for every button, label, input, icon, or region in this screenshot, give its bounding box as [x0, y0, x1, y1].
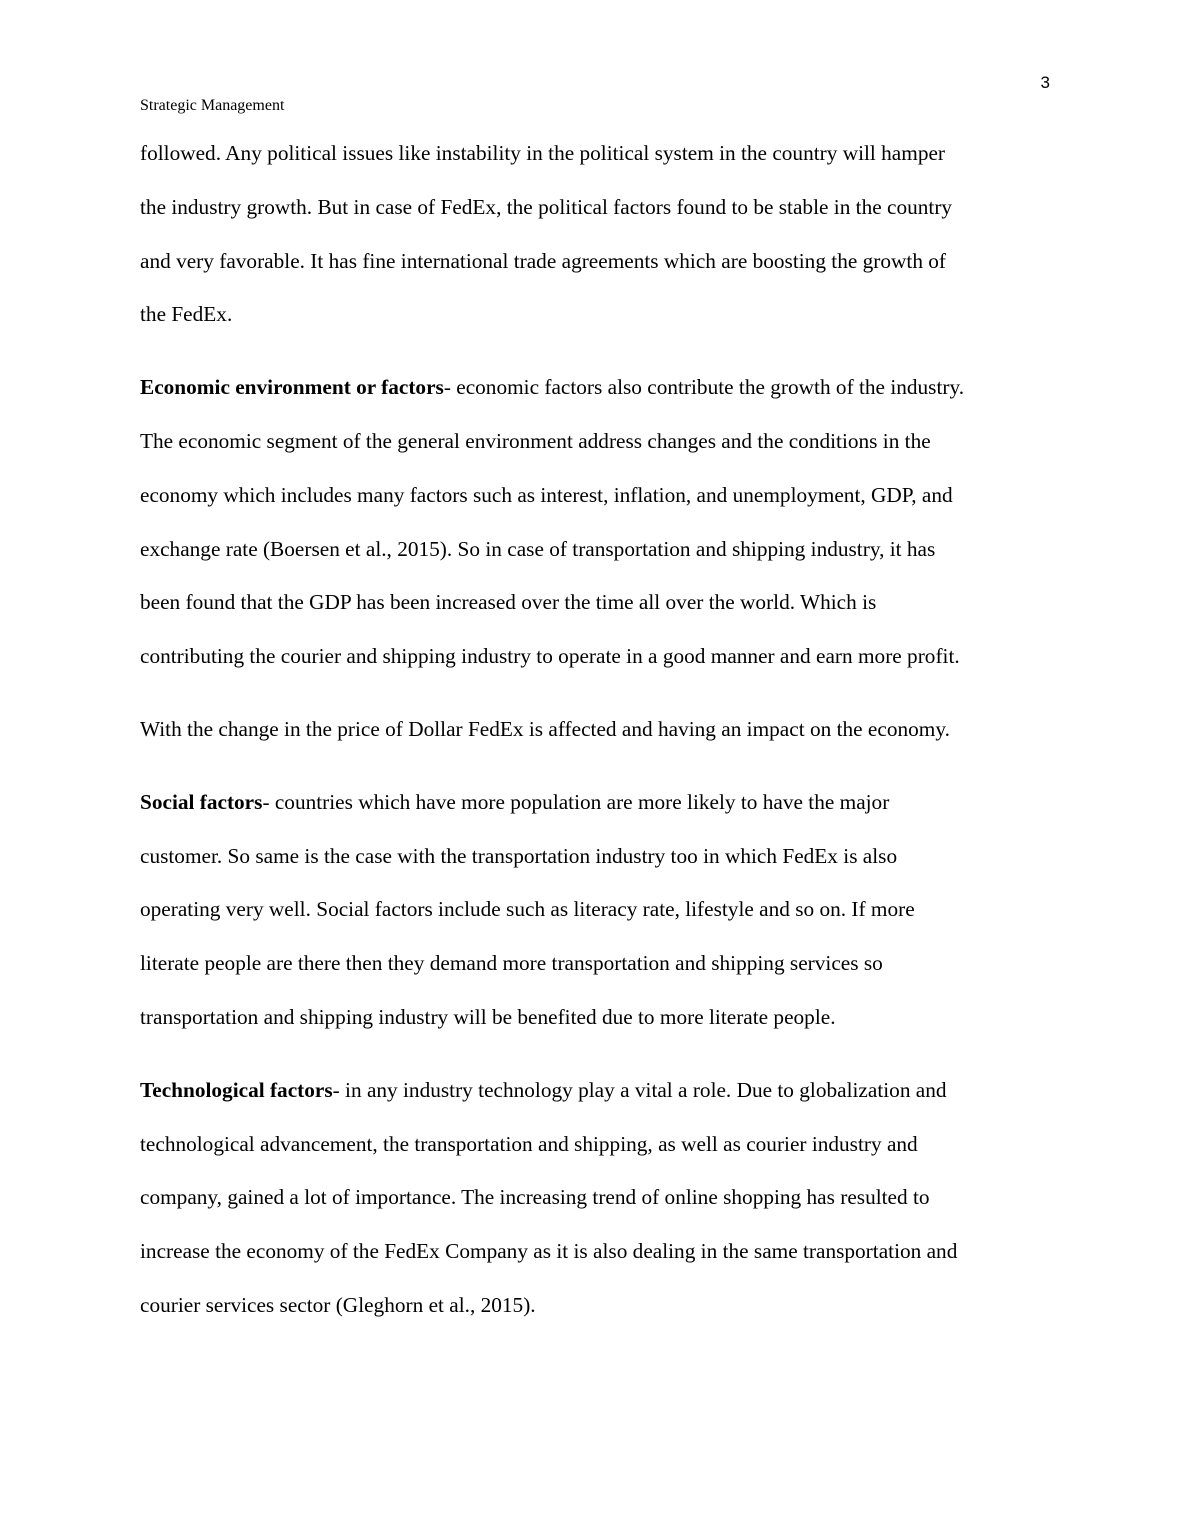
running-head: Strategic Management	[140, 97, 285, 114]
text-line	[140, 361, 1055, 415]
paragraph-social-factors	[140, 776, 1055, 1045]
text-line: contributing the courier and shipping industry to operate in a good manner and earn more profit.	[140, 644, 960, 669]
text-line: technological advancement, the transportation and shipping, as well as courier industry and	[140, 1131, 918, 1156]
section-heading-social: Social factors	[140, 789, 263, 814]
text-line: courier services sector (Gleghorn et al., 2015).	[140, 1292, 536, 1317]
paragraph-technological-factors	[140, 1064, 1055, 1333]
paragraph-dollar-price	[140, 703, 1055, 757]
text-run: - economic factors also contribute the growth of the industry.	[443, 375, 965, 400]
document-body	[140, 127, 1055, 1352]
text-line: economy which includes many factors such as interest, inflation, and unemployment, GDP, and	[140, 482, 953, 507]
text-line	[140, 776, 1055, 830]
text-line: operating very well. Social factors include such as literacy rate, lifestyle and so on. If more	[140, 897, 915, 922]
text-line: the industry growth. But in case of FedEx, the political factors found to be stable in the country	[140, 194, 953, 219]
text-line: increase the economy of the FedEx Company as it is also dealing in the same transportation and	[140, 1239, 958, 1264]
text-line: been found that the GDP has been increased over the time all over the world. Which is	[140, 590, 877, 615]
text-run: - in any industry technology play a vital a role. Due to globalization and	[332, 1077, 947, 1102]
paragraph-political-continued	[140, 127, 1055, 342]
text-run: - countries which have more population are more likely to have the major	[262, 789, 890, 814]
text-line: followed. Any political issues like instability in the political system in the country will hamper	[140, 141, 946, 165]
page-number: 3	[1040, 73, 1050, 92]
text-line: With the change in the price of Dollar FedEx is affected and having an impact on the economy.	[140, 716, 950, 741]
section-heading-technological: Technological factors	[140, 1077, 333, 1102]
section-heading-economic: Economic environment or factors	[140, 375, 444, 400]
text-line: exchange rate (Boersen et al., 2015). So in case of transportation and shipping industry, it has	[140, 536, 936, 561]
text-line: literate people are there then they demand more transportation and shipping services so	[140, 951, 883, 976]
text-line: the FedEx.	[140, 302, 233, 327]
paragraph-economic-factors	[140, 361, 1055, 684]
text-line: transportation and shipping industry will be benefited due to more literate people.	[140, 1004, 836, 1029]
text-line	[140, 1064, 1055, 1118]
text-line: The economic segment of the general environment address changes and the conditions in the	[140, 428, 931, 453]
text-line: and very favorable. It has fine international trade agreements which are boosting the growth of	[140, 248, 947, 273]
text-line: company, gained a lot of importance. The increasing trend of online shopping has resulted to	[140, 1185, 930, 1210]
text-line: customer. So same is the case with the transportation industry too in which FedEx is also	[140, 843, 898, 868]
